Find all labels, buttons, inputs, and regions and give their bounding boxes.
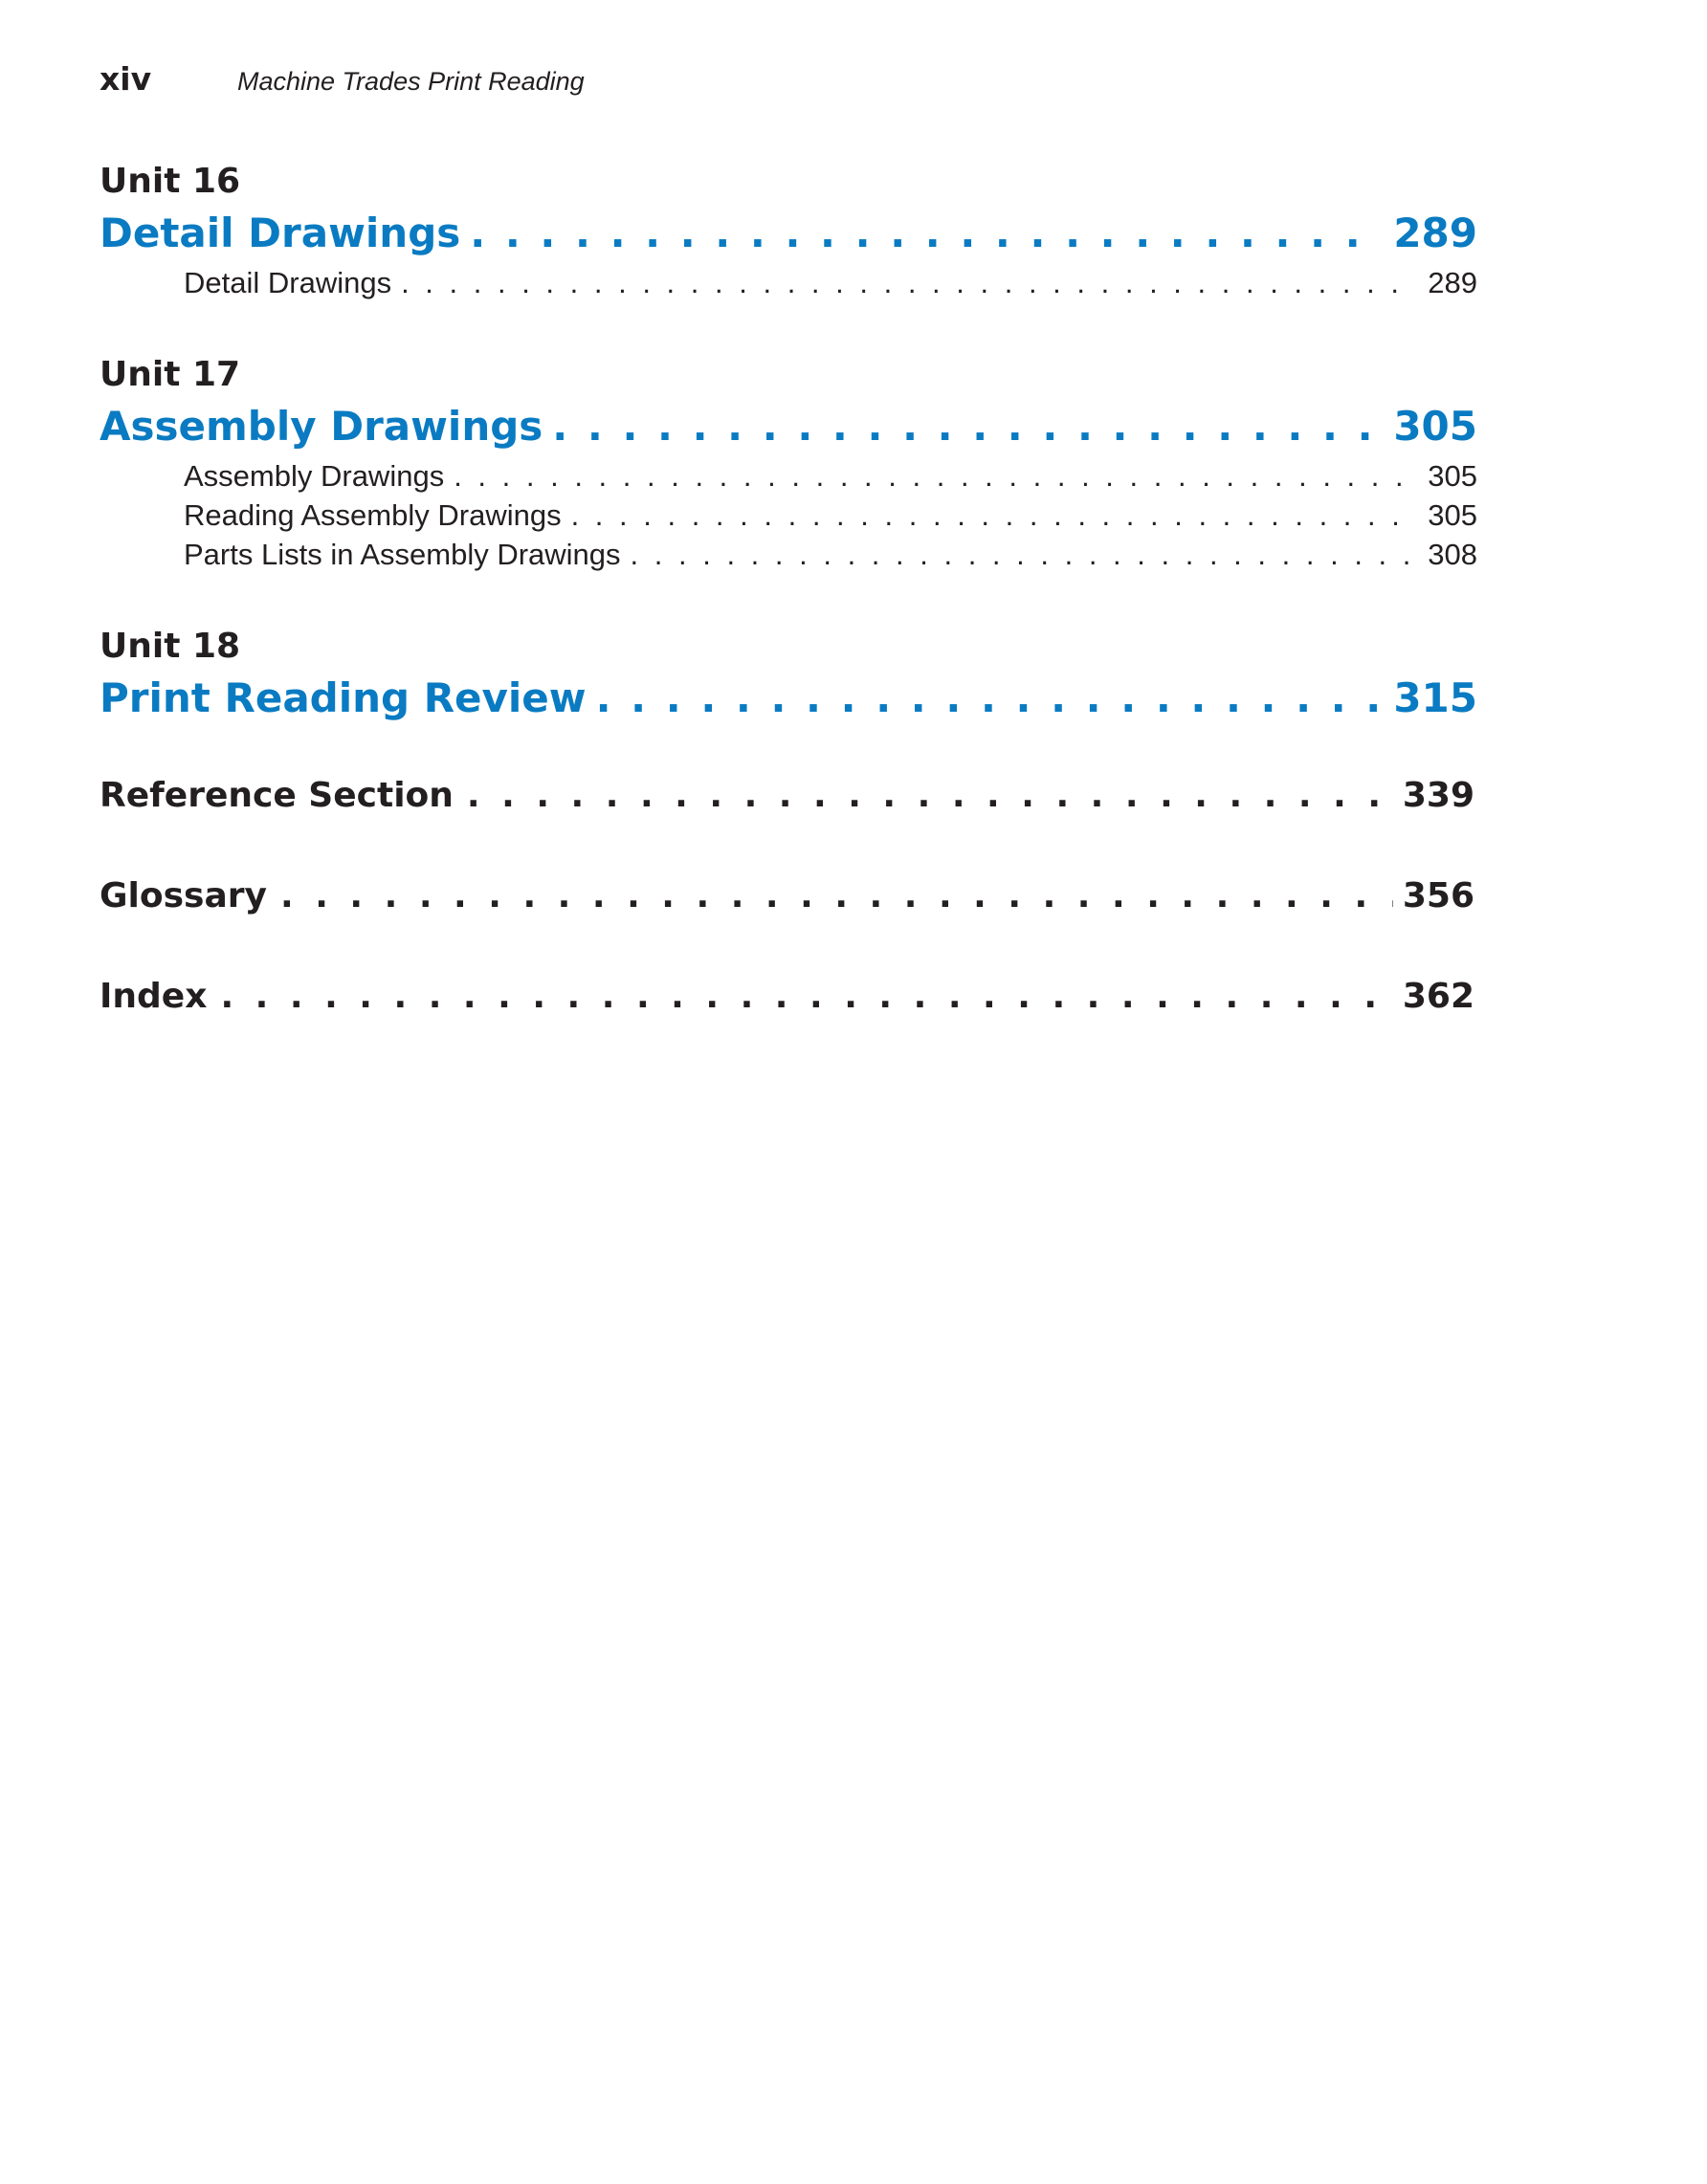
dot-leader xyxy=(543,398,1384,455)
chapter-title: Print Reading Review xyxy=(100,674,587,721)
section-title: Parts Lists in Assembly Drawings xyxy=(184,538,621,571)
chapter-title: Detail Drawings xyxy=(100,210,461,256)
chapter-title: Assembly Drawings xyxy=(100,403,543,450)
back-matter-title: Glossary xyxy=(100,876,267,916)
section-page-number: 305 xyxy=(1428,459,1477,493)
dot-leader xyxy=(454,771,1393,821)
running-book-title: Machine Trades Print Reading xyxy=(237,67,585,96)
chapter-entry-assembly-drawings[interactable] xyxy=(100,398,1477,455)
dot-leader xyxy=(391,263,1414,302)
chapter-page-number: 315 xyxy=(1393,674,1477,721)
back-matter-title: Reference Section xyxy=(100,776,454,815)
dot-leader xyxy=(460,205,1384,262)
chapter-page-number: 305 xyxy=(1393,403,1477,450)
back-matter-page-number: 362 xyxy=(1402,977,1474,1016)
back-matter-page-number: 356 xyxy=(1402,876,1474,916)
section-title: Reading Assembly Drawings xyxy=(184,498,562,532)
dot-leader xyxy=(587,670,1385,727)
dot-leader xyxy=(562,496,1415,535)
section-entry[interactable] xyxy=(184,496,1477,535)
dot-leader xyxy=(207,972,1392,1022)
dot-leader xyxy=(621,535,1415,574)
running-head xyxy=(100,55,1477,103)
back-matter-entry-reference-section[interactable] xyxy=(100,771,1474,821)
section-page-number: 289 xyxy=(1428,266,1477,299)
page-folio: xiv xyxy=(100,60,152,98)
chapter-page-number: 289 xyxy=(1393,210,1477,256)
section-page-number: 308 xyxy=(1428,538,1477,571)
unit-label: Unit 17 xyxy=(100,355,241,394)
section-entry[interactable] xyxy=(184,535,1477,574)
back-matter-page-number: 339 xyxy=(1402,776,1474,815)
unit-label: Unit 18 xyxy=(100,627,241,666)
chapter-entry-print-reading-review[interactable] xyxy=(100,670,1477,727)
section-entry[interactable] xyxy=(184,456,1477,496)
unit-label: Unit 16 xyxy=(100,162,241,201)
back-matter-entry-index[interactable] xyxy=(100,972,1474,1022)
dot-leader xyxy=(444,456,1414,496)
section-entry[interactable] xyxy=(184,263,1477,302)
back-matter-title: Index xyxy=(100,977,208,1016)
back-matter-entry-glossary[interactable] xyxy=(100,871,1474,921)
chapter-entry-detail-drawings[interactable] xyxy=(100,205,1477,262)
section-title: Assembly Drawings xyxy=(184,459,445,493)
section-page-number: 305 xyxy=(1428,498,1477,532)
dot-leader xyxy=(267,871,1393,921)
section-title: Detail Drawings xyxy=(184,266,392,299)
